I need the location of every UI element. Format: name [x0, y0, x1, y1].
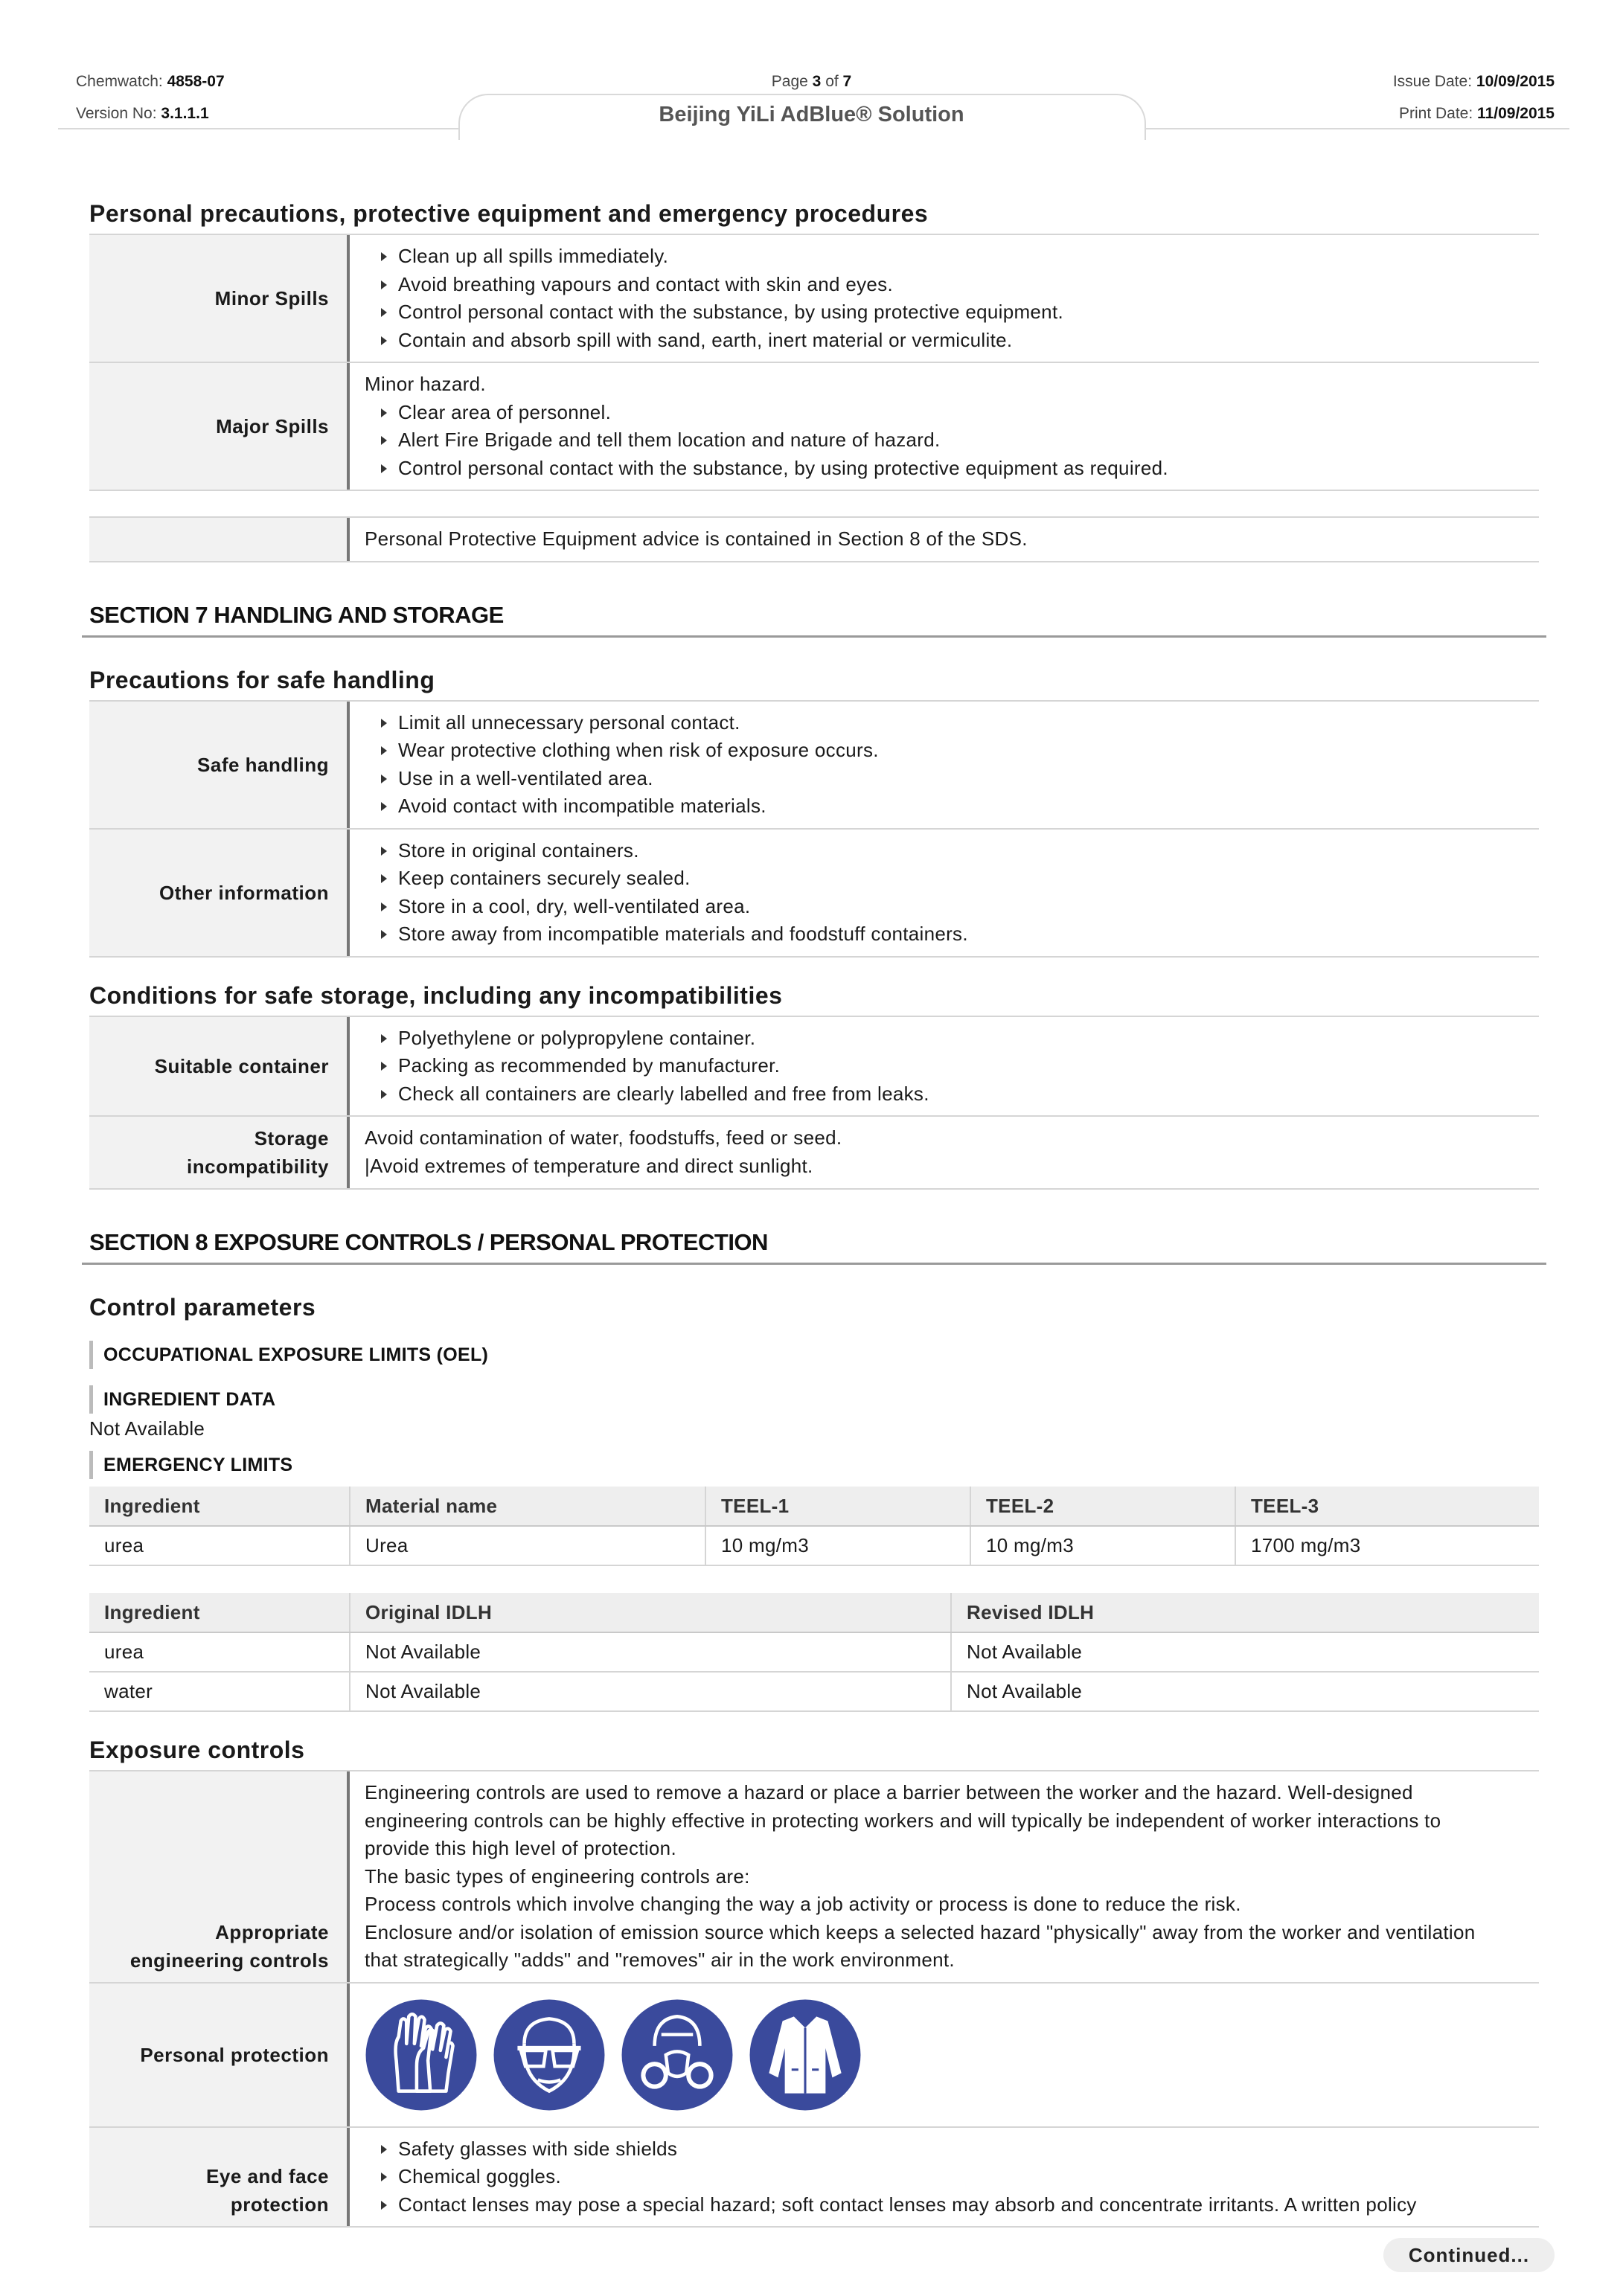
personal-protection-icons — [350, 1984, 1539, 2126]
storage-incompatibility-value — [350, 1117, 1539, 1188]
eye-face-protection-value — [350, 2128, 1539, 2227]
minor-spills-label: Minor Spills — [89, 235, 350, 362]
teel-table — [89, 1487, 1539, 1566]
list-item: Store in a cool, dry, well-ventilated area. — [365, 893, 1524, 921]
ppe-note: Personal Protective Equipment advice is contained in Section 8 of the SDS. — [365, 527, 1028, 550]
incompatibility-line: Avoid contamination of water, foodstuffs, feed or seed. — [365, 1126, 842, 1149]
table-cell: Urea — [350, 1526, 705, 1565]
list-item: Limit all unnecessary personal contact. — [365, 709, 1524, 737]
print-date: 11/09/2015 — [1477, 105, 1555, 122]
header-right — [1393, 65, 1555, 129]
gloves-icon — [365, 1998, 478, 2111]
list-item: Chemical goggles. — [365, 2163, 1524, 2191]
list-item: Store away from incompatible materials and foodstuff containers. — [365, 920, 1524, 949]
other-information-label: Other information — [89, 830, 350, 956]
table-header: TEEL-3 — [1235, 1487, 1539, 1526]
major-spills-row — [89, 363, 1539, 491]
personal-protection-label: Personal protection — [89, 1984, 350, 2126]
personal-protection-row — [89, 1984, 1539, 2128]
table-header-row — [89, 1593, 1539, 1632]
minor-spills-row — [89, 235, 1539, 363]
paragraph: Engineering controls are used to remove a hazard or place a barrier between the worker and the hazard. Well-designed engineering controls can be highly effective in protecting workers and will typically be independent of worker interactions to provide this high level of protection. — [365, 1781, 1441, 1859]
engineering-controls-row — [89, 1771, 1539, 1984]
table-header: Ingredient — [89, 1487, 350, 1526]
suitable-container-label: Suitable container — [89, 1017, 350, 1116]
print-label: Print Date: — [1398, 105, 1473, 122]
list-item: Alert Fire Brigade and tell them location and nature of hazard. — [365, 426, 1524, 455]
control-parameters-heading: Control parameters — [89, 1294, 316, 1321]
major-spills-label: Major Spills — [89, 363, 350, 490]
table-header: Original IDLH — [350, 1593, 951, 1632]
paragraph: Process controls which involve changing the way a job activity or process is done to reduce the risk. — [365, 1893, 1241, 1915]
ingredient-data-value: Not Available — [89, 1417, 205, 1440]
personal-precautions-heading: Personal precautions, protective equipment and emergency procedures — [89, 193, 1539, 235]
safe-handling-row — [89, 702, 1539, 830]
issue-label: Issue Date: — [1392, 73, 1473, 90]
page-content — [89, 193, 1539, 2228]
page-label: Page — [771, 73, 808, 90]
list-item: Use in a well-ventilated area. — [365, 765, 1524, 793]
safe-handling-value — [350, 702, 1539, 828]
list-item: Clear area of personnel. — [365, 399, 1524, 427]
exposure-controls-heading: Exposure controls — [89, 1730, 1539, 1771]
table-cell: 10 mg/m3 — [970, 1526, 1235, 1565]
other-information-value — [350, 830, 1539, 956]
safety-glasses-icon — [493, 1998, 606, 2111]
table-cell: urea — [89, 1632, 350, 1672]
version-value: 3.1.1.1 — [161, 105, 209, 122]
table-cell: Not Available — [951, 1672, 1539, 1711]
table-header: Revised IDLH — [951, 1593, 1539, 1632]
table-row — [89, 1632, 1539, 1672]
table-header: TEEL-2 — [970, 1487, 1235, 1526]
table-cell: 10 mg/m3 — [705, 1526, 970, 1565]
engineering-controls-label — [89, 1771, 350, 1982]
table-cell: urea — [89, 1526, 350, 1565]
list-item: Store in original containers. — [365, 837, 1524, 865]
eye-face-protection-label — [89, 2128, 350, 2227]
list-item: Keep containers securely sealed. — [365, 865, 1524, 893]
table-cell: Not Available — [350, 1672, 951, 1711]
minor-spills-value — [350, 235, 1539, 362]
engineering-controls-label-line: Appropriate — [215, 1920, 329, 1943]
page-indicator — [0, 65, 1623, 97]
storage-incompatibility-label-line: Storage — [254, 1127, 329, 1149]
section-8-heading: SECTION 8 EXPOSURE CONTROLS / PERSONAL PROTECTION — [82, 1222, 1546, 1265]
table-row — [89, 1672, 1539, 1711]
page-of: of — [825, 73, 839, 90]
table-cell: Not Available — [951, 1632, 1539, 1672]
other-information-row — [89, 830, 1539, 958]
table-cell: Not Available — [350, 1632, 951, 1672]
list-item: Contact lenses may pose a special hazard; soft contact lenses may absorb and concentrate irritants. A written policy — [365, 2191, 1524, 2219]
spacer — [89, 491, 1539, 518]
safe-storage-heading: Conditions for safe storage, including any incompatibilities — [89, 975, 1539, 1017]
list-item: Safety glasses with side shields — [365, 2135, 1524, 2164]
chemwatch-label: Chemwatch: — [76, 73, 163, 90]
list-item: Avoid breathing vapours and contact with skin and eyes. — [365, 271, 1524, 299]
ingredient-data-tag: INGREDIENT DATA — [89, 1385, 1539, 1414]
chemwatch-value: 4858-07 — [167, 73, 225, 90]
table-header-row — [89, 1487, 1539, 1526]
list-item: Check all containers are clearly labelled and free from leaks. — [365, 1080, 1524, 1109]
eye-face-protection-label-line: Eye and face — [206, 2165, 329, 2187]
suitable-container-value — [350, 1017, 1539, 1116]
storage-incompatibility-row — [89, 1117, 1539, 1190]
list-item: Packing as recommended by manufacturer. — [365, 1052, 1524, 1080]
incompatibility-line: |Avoid extremes of temperature and direct sunlight. — [365, 1154, 813, 1177]
table-cell: 1700 mg/m3 — [1235, 1526, 1539, 1565]
list-item: Clean up all spills immediately. — [365, 243, 1524, 271]
lab-coat-icon — [749, 1998, 862, 2111]
list-item: Control personal contact with the substance, by using protective equipment as required. — [365, 455, 1524, 483]
list-item: Control personal contact with the substance, by using protective equipment. — [365, 298, 1524, 327]
major-spills-value — [350, 363, 1539, 490]
respirator-icon — [621, 1998, 734, 2111]
version-label: Version No: — [76, 105, 157, 122]
issue-date: 10/09/2015 — [1476, 73, 1555, 90]
section-7-heading: SECTION 7 HANDLING AND STORAGE — [82, 595, 1546, 638]
page-current: 3 — [812, 73, 822, 90]
precautions-safe-handling-heading: Precautions for safe handling — [89, 660, 1539, 702]
list-item: Avoid contact with incompatible materials. — [365, 792, 1524, 821]
eye-face-protection-label-line: protection — [230, 2193, 329, 2216]
continued-badge: Continued... — [1383, 2238, 1555, 2272]
eye-face-protection-row — [89, 2128, 1539, 2228]
table-header: Material name — [350, 1487, 705, 1526]
table-header: Ingredient — [89, 1593, 350, 1632]
list-item: Contain and absorb spill with sand, earth, inert material or vermiculite. — [365, 327, 1524, 355]
oel-tag: OCCUPATIONAL EXPOSURE LIMITS (OEL) — [89, 1341, 1539, 1369]
suitable-container-row — [89, 1017, 1539, 1117]
list-item: Wear protective clothing when risk of exposure occurs. — [365, 737, 1524, 765]
paragraph: Enclosure and/or isolation of emission source which keeps a selected hazard "physically" away from the worker and ventilation that strategically "adds" and "removes" air in the work environment. — [365, 1920, 1476, 1971]
major-spills-intro: Minor hazard. — [365, 373, 486, 395]
safe-handling-label: Safe handling — [89, 702, 350, 828]
document-title: Beijing YiLi AdBlue® Solution — [659, 103, 964, 126]
table-header: TEEL-1 — [705, 1487, 970, 1526]
storage-incompatibility-label — [89, 1117, 350, 1188]
storage-incompatibility-label-line: incompatibility — [187, 1155, 329, 1178]
emergency-limits-tag: EMERGENCY LIMITS — [89, 1451, 1539, 1479]
engineering-controls-value — [350, 1771, 1539, 1982]
engineering-controls-label-line: engineering controls — [129, 1949, 329, 1972]
table-cell: water — [89, 1672, 350, 1711]
page-total: 7 — [842, 73, 852, 90]
list-item: Polyethylene or polypropylene container. — [365, 1024, 1524, 1053]
paragraph: The basic types of engineering controls are: — [365, 1864, 750, 1888]
table-row — [89, 1526, 1539, 1565]
idlh-table — [89, 1593, 1539, 1712]
ppe-note-label — [89, 518, 350, 561]
ppe-note-row — [89, 518, 1539, 562]
